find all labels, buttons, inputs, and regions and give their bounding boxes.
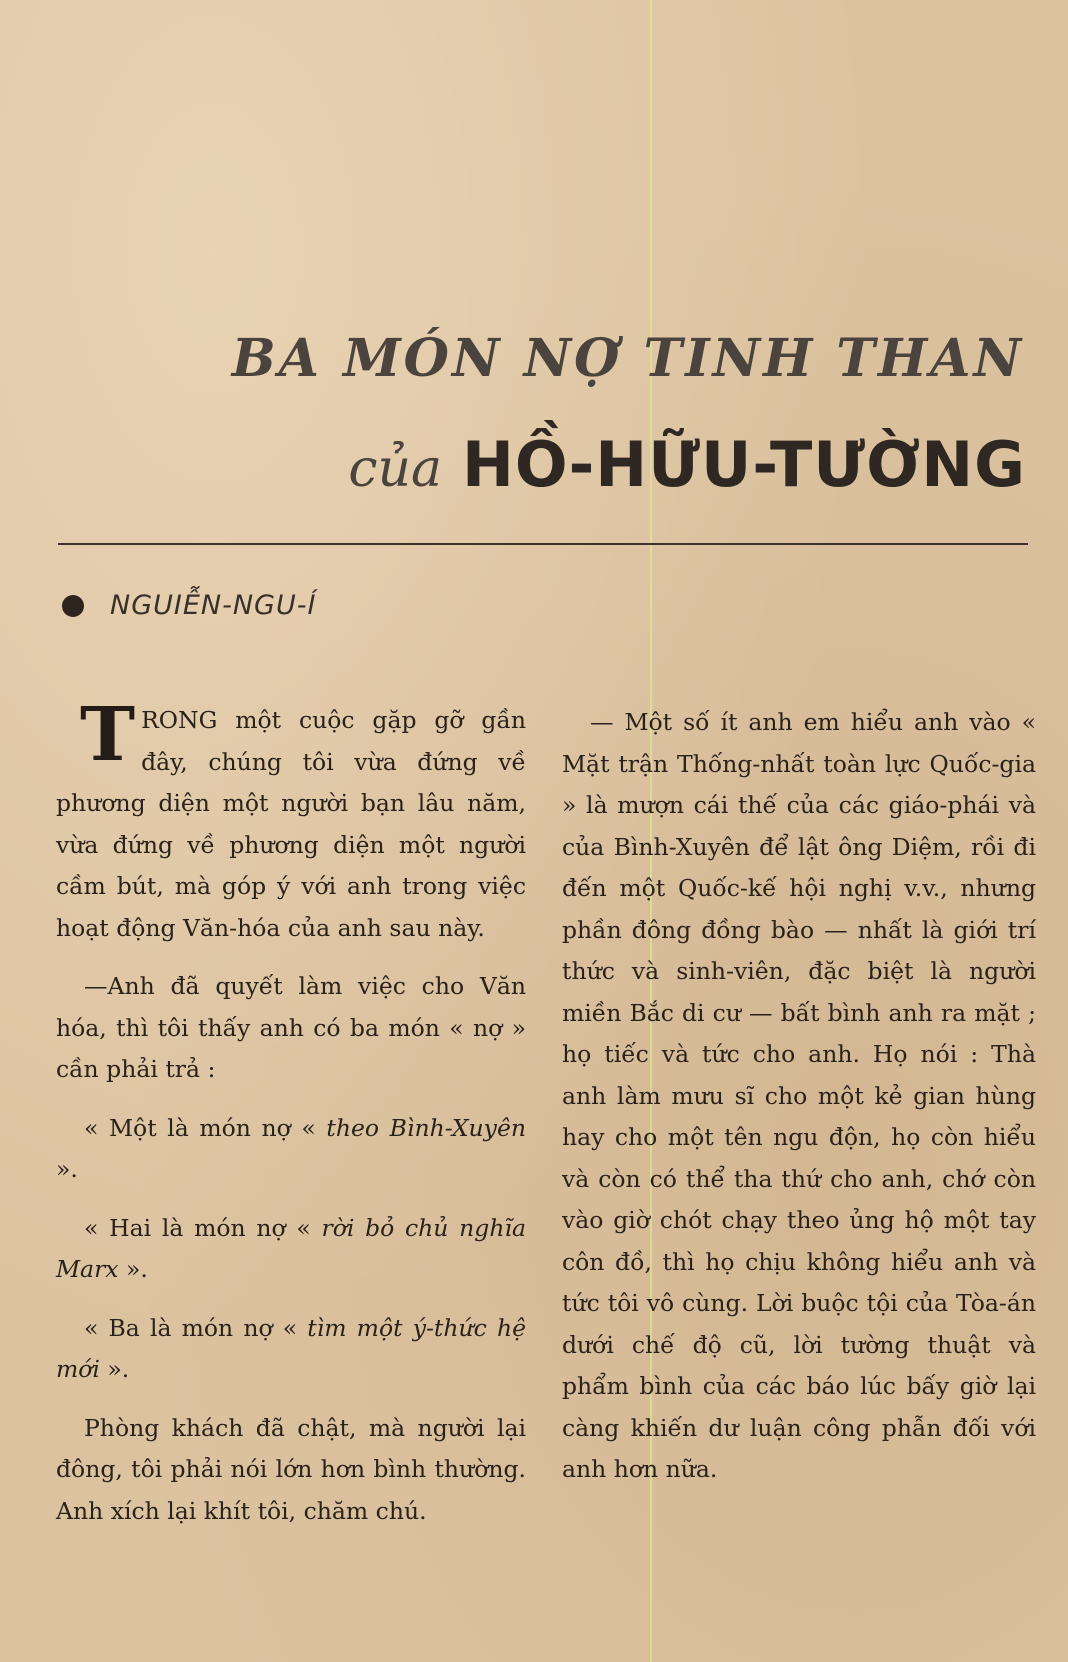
article-title: BA MÓN NỢ TINH THAN [231,328,1024,389]
debt-prefix: « Một là món nợ « [84,1113,327,1142]
author-line [62,590,316,621]
dialogue-paragraph: —Anh đã quyết làm việc cho Văn hóa, thì tôi thấy anh có ba món « nợ » cần phải trả : [56,972,526,1083]
debt-prefix: « Hai là món nợ « [84,1213,322,1242]
author-name: NGUIỄN-NGU-Í [110,590,317,621]
title-divider [58,543,1028,545]
debt-quote: tìm một ý-thức hệ mới [56,1313,526,1383]
debt-suffix: ». [99,1355,130,1383]
debt-quote: rời bỏ chủ nghĩa Marx [56,1213,526,1283]
debt-item-3 [56,1308,526,1391]
debt-quote: theo Bình-Xuyên [326,1113,527,1142]
right-column [562,702,1036,1508]
article-byline [348,428,1026,501]
debt-prefix: « Ba là món nợ « [84,1313,308,1342]
debt-item-1 [56,1108,526,1191]
drop-cap: T [80,692,136,778]
right-paragraph: — Một số ít anh em hiểu anh vào « Mặt trận Thống-nhất toàn lực Quốc-gia » là mượn cái thế của các giáo-phái và của Bình-Xuyên để lật ông Diệm, rồi đi đến một Quốc-kế hội nghị v.v., nhưng phần đông đồng bào — nhất là giới trí thức và sinh-viên, đặc biệt là người miền Bắc di cư — bất bình anh ra mặt ; họ tiếc và tức cho anh. Họ nói : Thà anh làm mưu sĩ cho một kẻ gian hùng hay cho một tên ngu độn, họ còn hiểu và còn có thể tha thứ cho anh, chớ còn vào giờ chót chạy theo ủng hộ một tay côn đồ, thì họ chịu không hiểu anh và tức tôi vô cùng. Lời buộc tội của Tòa-án dưới chế độ cũ, lời tường thuật và phẩm bình của các báo lúc bấy giờ lại càng khiến dư luận công phẫn đối với anh hơn nữa. [562,708,1036,1483]
subject-name: HỒ-HỮU-TƯỜNG [461,428,1026,501]
closing-paragraph: Phòng khách đã chật, mà người lại đông, tôi phải nói lớn hơn bình thường. Anh xích lại khít tôi, chăm chú. [56,1413,526,1525]
debt-suffix: ». [118,1255,148,1283]
left-column [56,692,527,1549]
debt-item-2 [56,1208,526,1291]
byline-prefix: của [348,439,442,499]
intro-text: RONG một cuộc gặp gỡ gần đây, chúng tôi vừa đứng về phương diện một người bạn lâu năm, vừa đứng về phương diện một người cầm bút, mà góp ý với anh trong việc hoạt động Văn-hóa của anh sau này. [56,706,526,942]
debt-suffix: ». [56,1155,78,1183]
intro-paragraph [56,692,526,949]
bullet-dot-icon [62,595,84,617]
